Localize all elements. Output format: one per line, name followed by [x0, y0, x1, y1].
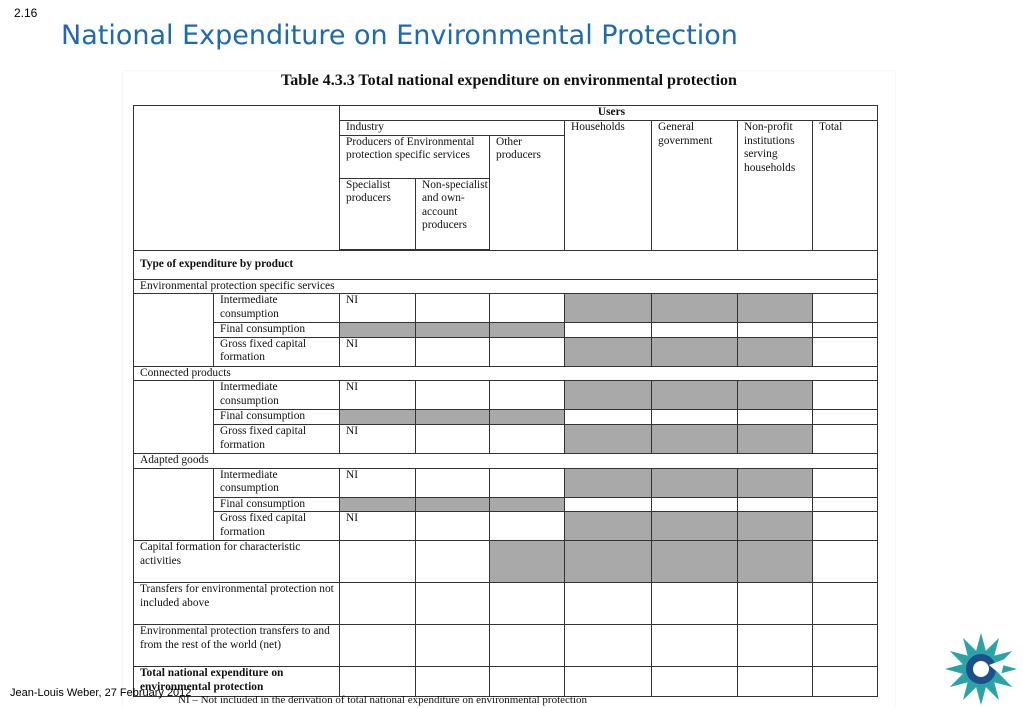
cell — [738, 667, 813, 697]
shaded-cell — [738, 541, 813, 583]
cell — [490, 337, 565, 366]
shaded-cell — [340, 410, 416, 425]
cell — [565, 497, 652, 512]
cell — [565, 583, 652, 625]
shaded-cell — [490, 497, 565, 512]
cell — [652, 497, 738, 512]
cell — [340, 541, 416, 583]
cell — [416, 583, 490, 625]
row-label: Gross fixed capital formation — [214, 512, 340, 541]
row-label: Final consumption — [214, 410, 340, 425]
cell — [813, 381, 878, 410]
shaded-cell — [652, 337, 738, 366]
cell — [340, 625, 416, 667]
corner-cell — [134, 106, 340, 251]
cell — [813, 497, 878, 512]
cell — [652, 323, 738, 338]
cell — [490, 583, 565, 625]
shaded-cell — [490, 323, 565, 338]
shaded-cell — [416, 323, 490, 338]
total-row-label: Total national expenditure on environmental protection — [134, 667, 340, 697]
header-npish: Non-profit institutions serving households — [738, 121, 813, 251]
cell — [416, 468, 490, 497]
cell — [738, 497, 813, 512]
header-non-specialist: Non-specialist and own-account producers — [416, 178, 490, 249]
expenditure-table — [133, 105, 878, 697]
cell-ni: NI — [340, 424, 416, 453]
cell — [813, 424, 878, 453]
row-label: Intermediate consumption — [214, 381, 340, 410]
table-title: Table 4.3.3 Total national expenditure on environmental protection — [281, 72, 737, 89]
cell — [738, 625, 813, 667]
cell — [813, 323, 878, 338]
cell — [813, 294, 878, 323]
group-spacer — [134, 381, 214, 454]
cell — [565, 625, 652, 667]
group-label: Environmental protection specific services — [134, 279, 878, 294]
cell — [652, 625, 738, 667]
shaded-cell — [738, 424, 813, 453]
cell-ni: NI — [340, 468, 416, 497]
header-users: Users — [340, 106, 878, 121]
shaded-cell — [652, 468, 738, 497]
row-label: Capital formation for characteristic activities — [134, 541, 340, 583]
cell — [416, 541, 490, 583]
table-note: NI – Not included in the derivation of total national expenditure on environmental protection — [178, 694, 588, 706]
shaded-cell — [652, 512, 738, 541]
cell — [490, 512, 565, 541]
row-label: Transfers for environmental protection not included above — [134, 583, 340, 625]
row-label: Environmental protection transfers to and from the rest of the world (net) — [134, 625, 340, 667]
shaded-cell — [652, 381, 738, 410]
slide-footer: Jean-Louis Weber, 27 February 2012 — [10, 687, 192, 699]
header-other-producers: Other producers — [490, 135, 565, 250]
header-total: Total — [813, 121, 878, 251]
header-general-government: General government — [652, 121, 738, 251]
shaded-cell — [565, 381, 652, 410]
cell — [565, 323, 652, 338]
cell — [813, 541, 878, 583]
cell — [565, 667, 652, 697]
row-label: Gross fixed capital formation — [214, 337, 340, 366]
shaded-cell — [738, 512, 813, 541]
cell — [738, 583, 813, 625]
cell — [416, 625, 490, 667]
type-heading: Type of expenditure by product — [134, 250, 878, 279]
row-label: Gross fixed capital formation — [214, 424, 340, 453]
cell — [490, 468, 565, 497]
header-households: Households — [565, 121, 652, 251]
group-spacer — [134, 468, 214, 541]
shaded-cell — [738, 337, 813, 366]
cell — [416, 667, 490, 697]
row-label: Final consumption — [214, 323, 340, 338]
shaded-cell — [490, 410, 565, 425]
shaded-cell — [340, 323, 416, 338]
shaded-cell — [416, 410, 490, 425]
cell — [490, 294, 565, 323]
cell — [652, 667, 738, 697]
slide-number: 2.16 — [14, 6, 38, 20]
shaded-cell — [565, 424, 652, 453]
cell — [490, 667, 565, 697]
cell — [490, 424, 565, 453]
slide-title: National Expenditure on Environmental Protection — [61, 20, 738, 51]
scanned-table-document — [123, 71, 895, 708]
shaded-cell — [738, 294, 813, 323]
cell — [490, 625, 565, 667]
shaded-cell — [416, 497, 490, 512]
cell — [813, 583, 878, 625]
cell — [416, 337, 490, 366]
cell — [416, 512, 490, 541]
cell-ni: NI — [340, 381, 416, 410]
cell-ni: NI — [340, 512, 416, 541]
cell — [813, 512, 878, 541]
cell — [813, 667, 878, 697]
group-label: Connected products — [134, 366, 878, 381]
shaded-cell — [565, 468, 652, 497]
cell — [416, 381, 490, 410]
cell — [652, 583, 738, 625]
header-specialist: Specialist producers — [340, 178, 416, 249]
shaded-cell — [565, 337, 652, 366]
header-industry: Industry — [340, 121, 565, 136]
cell — [813, 468, 878, 497]
shaded-cell — [652, 541, 738, 583]
shaded-cell — [652, 294, 738, 323]
cell — [416, 294, 490, 323]
cell — [813, 337, 878, 366]
cell — [652, 410, 738, 425]
cell — [340, 667, 416, 697]
shaded-cell — [738, 381, 813, 410]
shaded-cell — [738, 468, 813, 497]
group-spacer — [134, 294, 214, 367]
shaded-cell — [490, 541, 565, 583]
cell-ni: NI — [340, 337, 416, 366]
cell — [416, 424, 490, 453]
cell-ni: NI — [340, 294, 416, 323]
shaded-cell — [565, 512, 652, 541]
cell — [490, 381, 565, 410]
cell — [340, 583, 416, 625]
cell — [738, 323, 813, 338]
row-label: Final consumption — [214, 497, 340, 512]
shaded-cell — [340, 497, 416, 512]
cell — [813, 625, 878, 667]
row-label: Intermediate consumption — [214, 294, 340, 323]
shaded-cell — [652, 424, 738, 453]
shaded-cell — [565, 541, 652, 583]
row-label: Intermediate consumption — [214, 468, 340, 497]
header-producers-ep: Producers of Environmental protection specific services — [340, 135, 490, 178]
cell — [813, 410, 878, 425]
eea-logo-icon — [941, 629, 1021, 708]
cell — [738, 410, 813, 425]
cell — [565, 410, 652, 425]
shaded-cell — [565, 294, 652, 323]
group-label: Adapted goods — [134, 453, 878, 468]
